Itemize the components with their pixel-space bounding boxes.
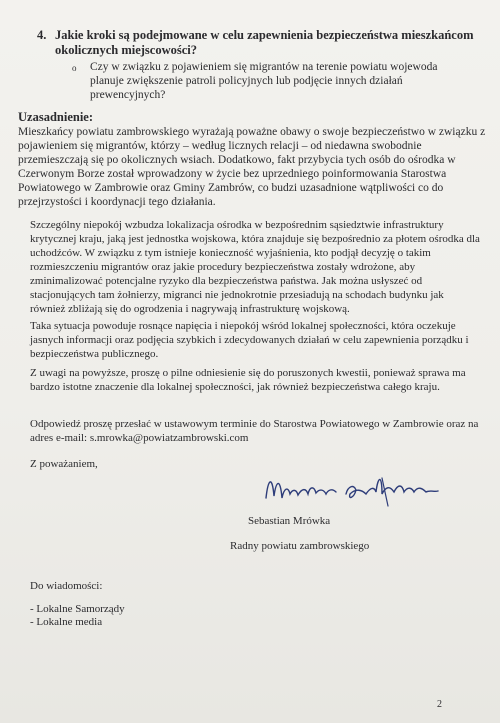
justification-paragraph-3: Taka sytuacja powoduje rosnące napięcia i niepokój wśród lokalnej społeczności, która oczekuje jasnych informacji oraz podjęcia szybkich i zdecydowanych działań w celu zapewnienia porządku i bezpieczeństwa publicznego.	[30, 320, 469, 360]
justification-paragraph-4: Z uwagi na powyższe, proszę o pilne odniesienie się do poruszonych kwestii, ponieważ sprawa ma bardzo istotne znaczenie dla lokalnej społeczności, jak również bezpieczeństwa całego kraju.	[30, 367, 466, 393]
cc-heading: Do wiadomości:	[30, 580, 103, 592]
justification-paragraph-1: Mieszkańcy powiatu zambrowskiego wyrażają poważne obawy o swoje bezpieczeństwo w związku z pojawieniem się migrantów, którzy – według licznych relacji – od niedawna swobodnie przemieszczają się po okolicznych wsiach. Dodatkowo, fakt przybycia tych osób do ośrodka w Czerwonym Borze został wprowadzony w życie bez uprzedniego poinformowania Starostwa Powiatowego w Zambrowie oraz Gminy Zambrów, co budzi uzasadnione wątpliwości co do przejrzystości i koordynacji tego działania.	[18, 126, 486, 208]
question-heading: Jakie kroki są podejmowane w celu zapewnienia bezpieczeństwa mieszkańcom okolicznych miejscowości?	[55, 28, 474, 57]
question-number: 4.	[37, 28, 47, 42]
page-number: 2	[437, 699, 442, 710]
handwritten-signature	[262, 468, 442, 516]
cc-item: - Lokalne media	[30, 616, 103, 628]
closing-greeting: Z poważaniem,	[30, 458, 98, 470]
justification-heading: Uzasadnienie:	[18, 110, 93, 124]
signatory-name: Sebastian Mrówka	[248, 515, 331, 527]
sub-question: Czy w związku z pojawieniem się migrantów na terenie powiatu wojewoda planuje zwiększenie patroli policyjnych lub podjęcie innych działań prewencyjnych?	[90, 61, 438, 101]
cc-list	[30, 603, 125, 629]
signatory-role: Radny powiatu zambrowskiego	[230, 540, 370, 552]
bullet-circle-icon: o	[72, 63, 77, 73]
cc-item: - Lokalne Samorządy	[30, 603, 125, 615]
justification-paragraph-5: Odpowiedź proszę przesłać w ustawowym terminie do Starostwa Powiatowego w Zambrowie oraz na adres e-mail: s.mrowka@powiatzambrowski.com	[30, 418, 479, 444]
justification-paragraph-2: Szczególny niepokój wzbudza lokalizacja ośrodka w bezpośrednim sąsiedztwie infrastruktury krytycznej kraju, jaką jest jednostka wojskowa, która znajduje się bezpośrednio za płotem ośrodka dla uchodźców. W związku z tym istnieje konieczność wyjaśnienia, kto podjął decyzję o takim rozmieszczeniu migrantów oraz jakie procedury bezpieczeństwa zostały wdrożone, aby zminimalizować potencjalne ryzyko dla bezpieczeństwa państwa. Jak można usłyszeć od stacjonujących tam żołnierzy, migranci nie jednokrotnie przesiadują na schodach budynku jak również zbliżają się do ogrodzenia i nagrywają infrastrukturę wojskową.	[30, 219, 480, 315]
